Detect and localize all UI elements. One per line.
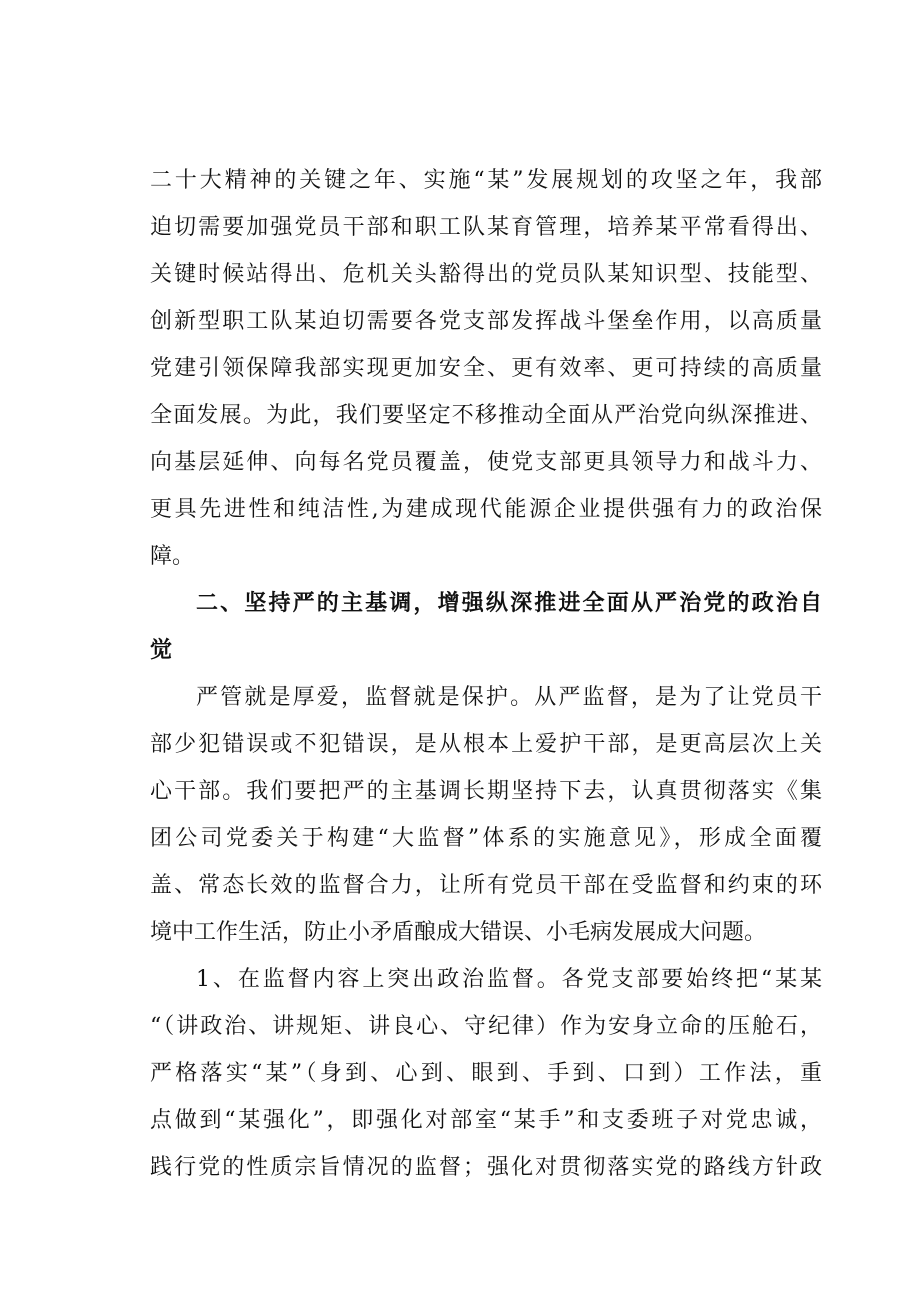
heading-line: 觉 (150, 638, 173, 663)
text-line: 境中工作生活，防止小矛盾酿成大错误、小毛病发展成大问题。 (150, 920, 767, 945)
text-line: 创新型职工队某迫切需要各党支部发挥战斗堡垒作用，以高质量 (150, 309, 822, 334)
text-line: 障。 (150, 544, 195, 569)
text-line: “（讲政治、讲规矩、讲良心、守纪律）作为安身立命的压舱石， (150, 1014, 822, 1039)
text-line: 迫切需要加强党员干部和职工队某育管理，培养某平常看得出、 (150, 215, 822, 240)
paragraph-strict-supervision (150, 674, 822, 956)
text-line: 向基层延伸、向每名党员覆盖，使党支部更具领导力和战斗力、 (150, 450, 822, 475)
text-line: 党建引领保障我部实现更加安全、更有效率、更可持续的高质量 (150, 356, 822, 381)
text-line: 部少犯错误或不犯错误，是从根本上爱护干部，是更高层次上关 (150, 732, 822, 757)
text-line: 心干部。我们要把严的主基调长期坚持下去，认真贯彻落实《集 (150, 779, 822, 804)
heading-line: 二、坚持严的主基调，增强纵深推进全面从严治党的政治自 (196, 591, 822, 616)
text-line: 全面发展。为此，我们要坚定不移推动全面从严治党向纵深推进、 (150, 403, 822, 428)
text-line: 关键时候站得出、危机关头豁得出的党员队某知识型、技能型、 (150, 262, 822, 287)
document-body (150, 157, 822, 1191)
text-line: 二十大精神的关键之年、实施“某”发展规划的攻坚之年，我部 (150, 168, 822, 193)
text-line: 盖、常态长效的监督合力，让所有党员干部在受监督和约束的环 (150, 873, 822, 898)
text-line: 团公司党委关于构建“大监督”体系的实施意见》，形成全面覆 (150, 826, 822, 851)
paragraph-development-goals (150, 157, 822, 580)
text-line: 点做到“某强化”，即强化对部室“某手”和支委班子对党忠诚， (150, 1108, 822, 1133)
text-line: 严管就是厚爱，监督就是保护。从严监督，是为了让党员干 (196, 685, 822, 710)
text-line: 更具先进性和纯洁性,为建成现代能源企业提供强有力的政治保 (150, 497, 822, 522)
text-line: 践行党的性质宗旨情况的监督；强化对贯彻落实党的路线方针政 (150, 1155, 822, 1180)
text-line: 严格落实“某”（身到、心到、眼到、手到、口到）工作法，重 (150, 1061, 822, 1086)
paragraph-political-supervision (150, 956, 822, 1191)
section-heading-2 (150, 580, 822, 674)
text-line: 1、在监督内容上突出政治监督。各党支部要始终把“某某 (196, 967, 822, 992)
